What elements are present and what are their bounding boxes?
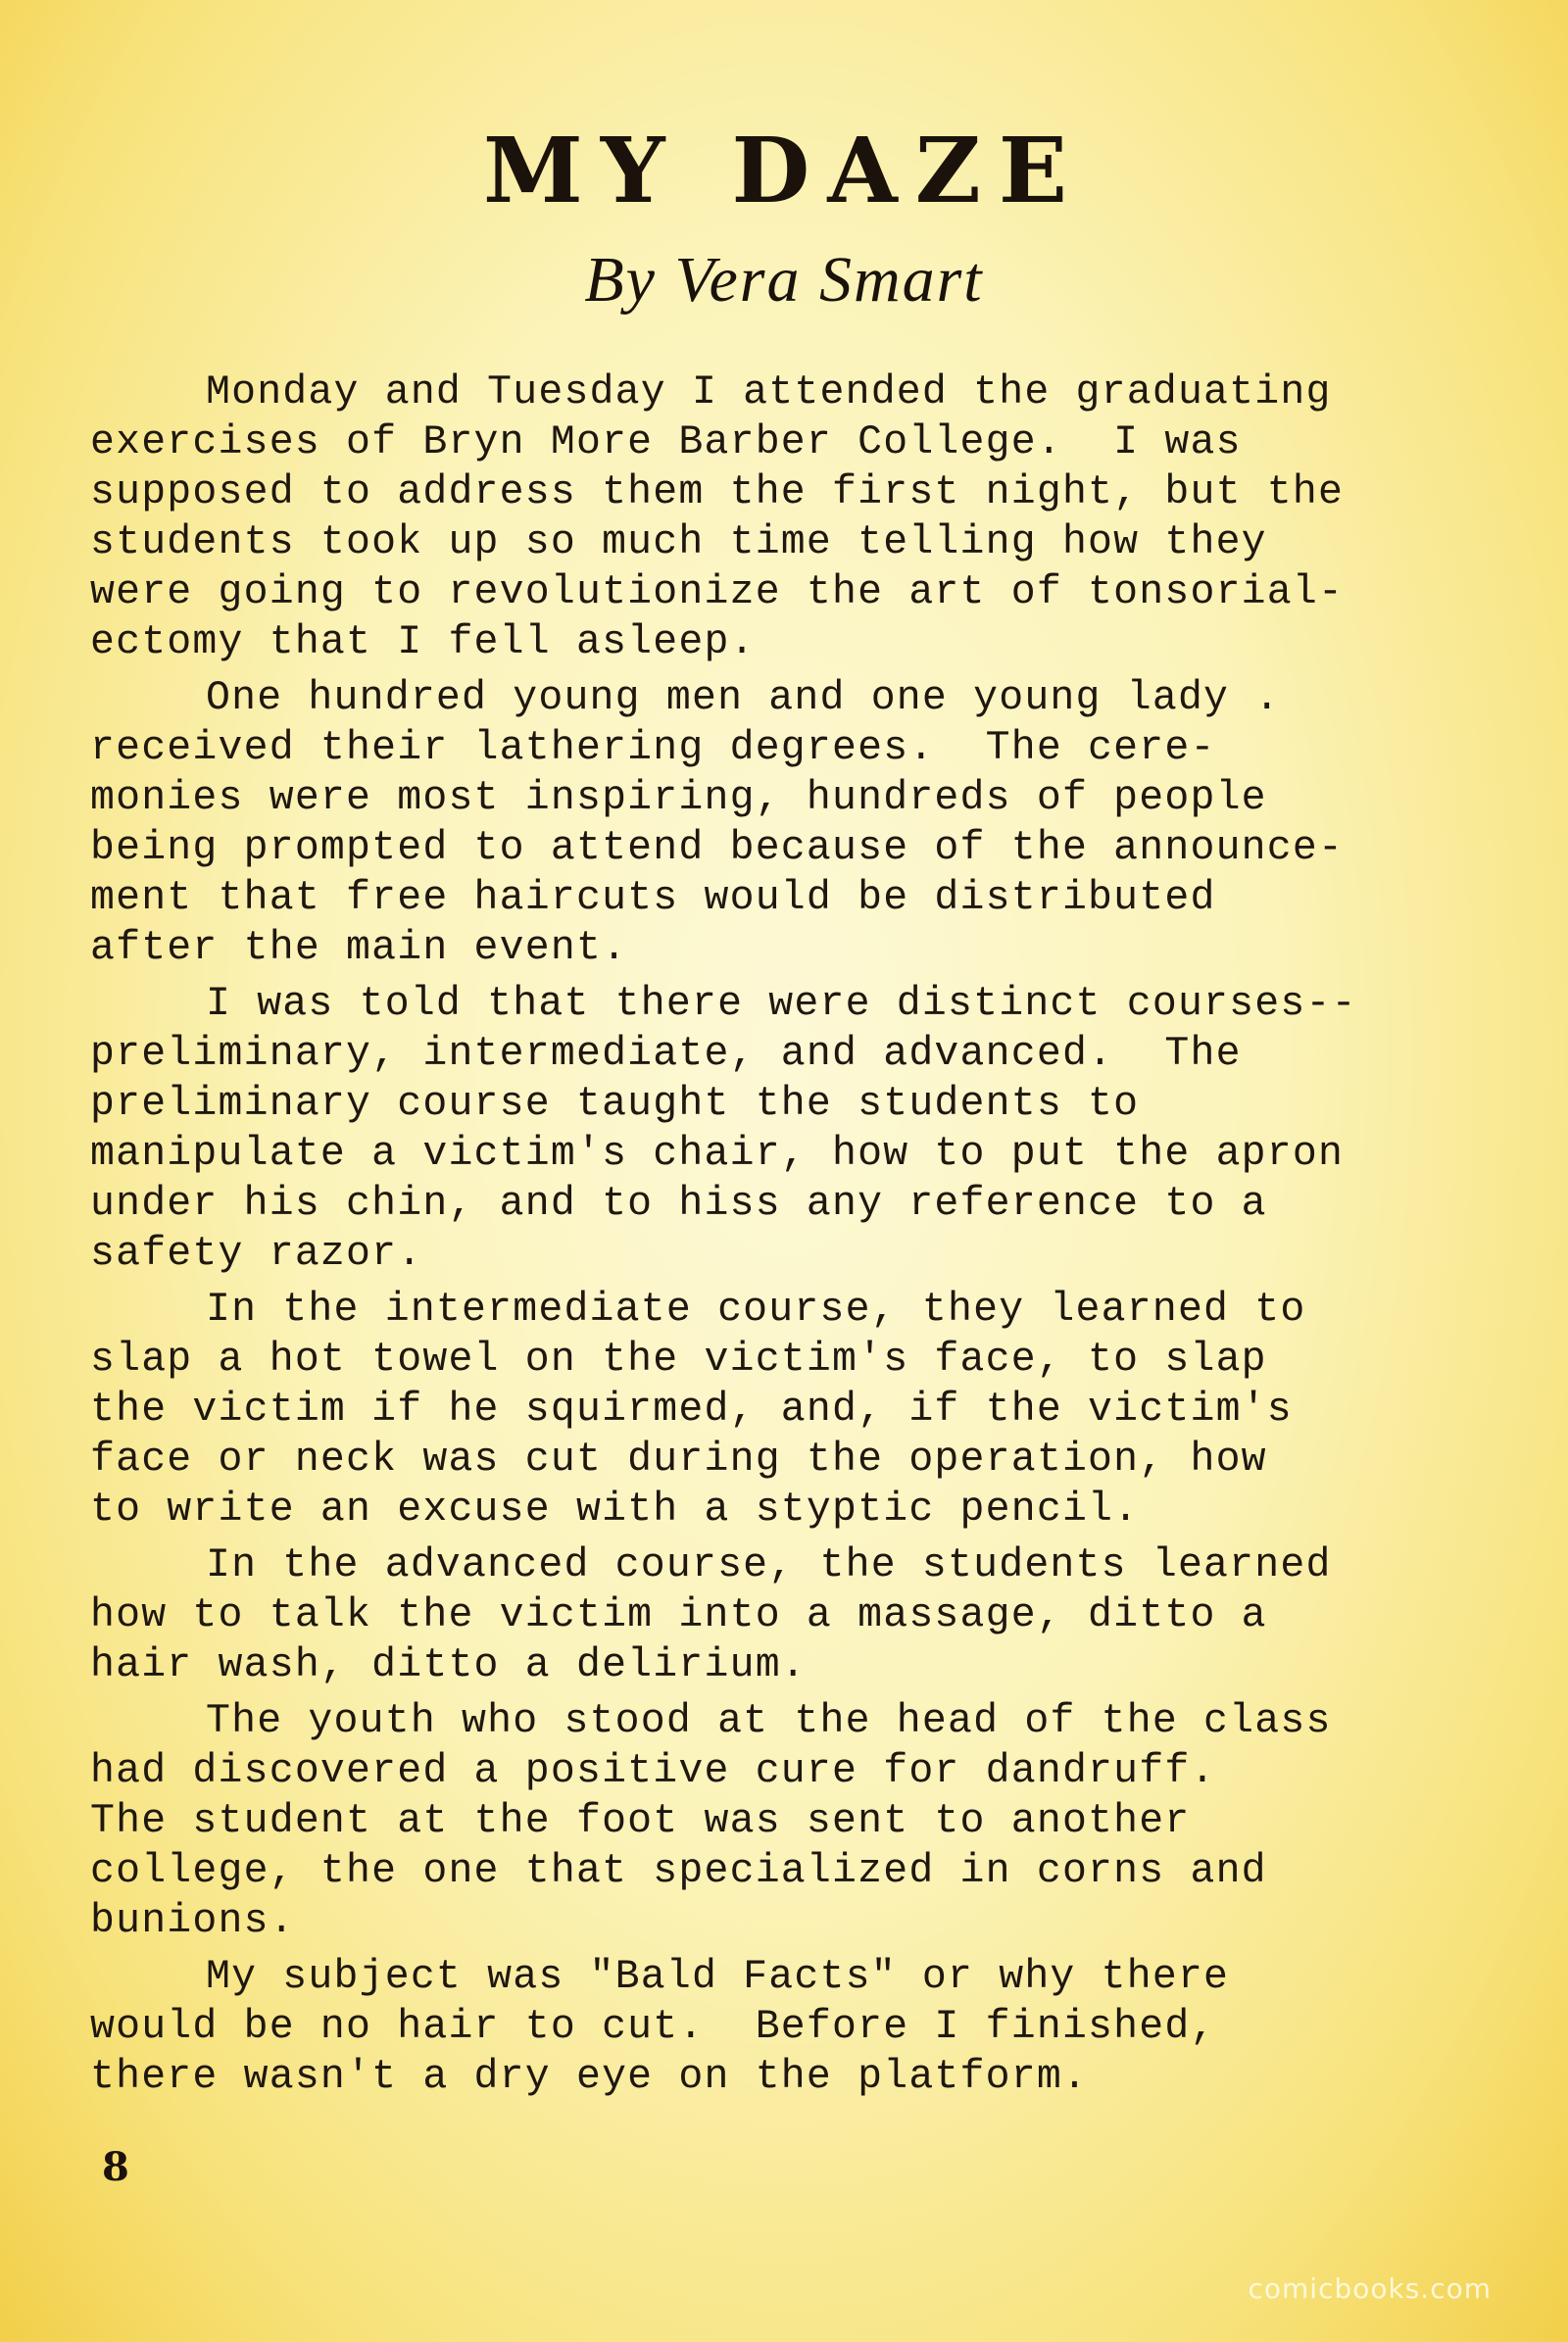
- text-line: to write an excuse with a styptic pencil.: [90, 1487, 1140, 1533]
- text-line: had discovered a positive cure for dandruff.: [90, 1748, 1216, 1794]
- watermark: comicbooks.com: [1248, 2272, 1492, 2305]
- text-line: I was told that there were distinct courses--: [206, 981, 1357, 1027]
- text-line: would be no hair to cut. Before I finished,: [90, 2004, 1216, 2050]
- text-line: college, the one that specialized in corns and: [90, 1848, 1267, 1894]
- text-line: under his chin, and to hiss any reference to a: [90, 1181, 1267, 1227]
- paragraph: [90, 673, 1501, 973]
- paragraph: [90, 1285, 1501, 1535]
- text-line: being prompted to attend because of the announce-: [90, 825, 1345, 871]
- paragraph: [90, 1540, 1501, 1690]
- text-line: hair wash, ditto a delirium.: [90, 1642, 807, 1688]
- text-line: slap a hot towel on the victim's face, to slap: [90, 1337, 1267, 1383]
- text-line: exercises of Bryn More Barber College. I was: [90, 419, 1242, 465]
- text-line: received their lathering degrees. The cere-: [90, 725, 1216, 771]
- article-body: [90, 367, 1501, 2108]
- text-line: Monday and Tuesday I attended the graduating: [206, 369, 1332, 415]
- text-line: ectomy that I fell asleep.: [90, 619, 756, 665]
- text-line: safety razor.: [90, 1231, 423, 1277]
- paragraph: [90, 1696, 1501, 1946]
- text-line: One hundred young men and one young lady .: [206, 675, 1281, 721]
- text-line: how to talk the victim into a massage, ditto a: [90, 1592, 1267, 1638]
- text-line: there wasn't a dry eye on the platform.: [90, 2054, 1089, 2100]
- text-line: My subject was "Bald Facts" or why there: [206, 1954, 1230, 2000]
- paragraph: [90, 1952, 1501, 2102]
- text-line: ment that free haircuts would be distributed: [90, 875, 1216, 921]
- text-line: The youth who stood at the head of the class: [206, 1698, 1332, 1744]
- page-number: 8: [102, 2144, 129, 2190]
- text-line: preliminary, intermediate, and advanced. The: [90, 1031, 1242, 1077]
- text-line: preliminary course taught the students to: [90, 1081, 1140, 1127]
- article-title: MY DAZE: [483, 118, 1085, 223]
- text-line: after the main event.: [90, 925, 628, 971]
- text-line: In the advanced course, the students learned: [206, 1542, 1332, 1588]
- text-line: were going to revolutionize the art of tonsorial-: [90, 569, 1345, 615]
- text-line: supposed to address them the first night, but the: [90, 469, 1345, 515]
- article-byline: By Vera Smart: [584, 244, 984, 316]
- paragraph: [90, 979, 1501, 1279]
- text-line: face or neck was cut during the operation, how: [90, 1437, 1267, 1483]
- text-line: In the intermediate course, they learned to: [206, 1287, 1306, 1333]
- text-line: monies were most inspiring, hundreds of people: [90, 775, 1267, 821]
- text-line: bunions.: [90, 1898, 295, 1944]
- text-line: manipulate a victim's chair, how to put the apron: [90, 1131, 1345, 1177]
- paragraph: [90, 367, 1501, 667]
- text-line: The student at the foot was sent to another: [90, 1798, 1191, 1844]
- text-line: the victim if he squirmed, and, if the victim's: [90, 1387, 1293, 1433]
- text-line: students took up so much time telling how they: [90, 519, 1267, 565]
